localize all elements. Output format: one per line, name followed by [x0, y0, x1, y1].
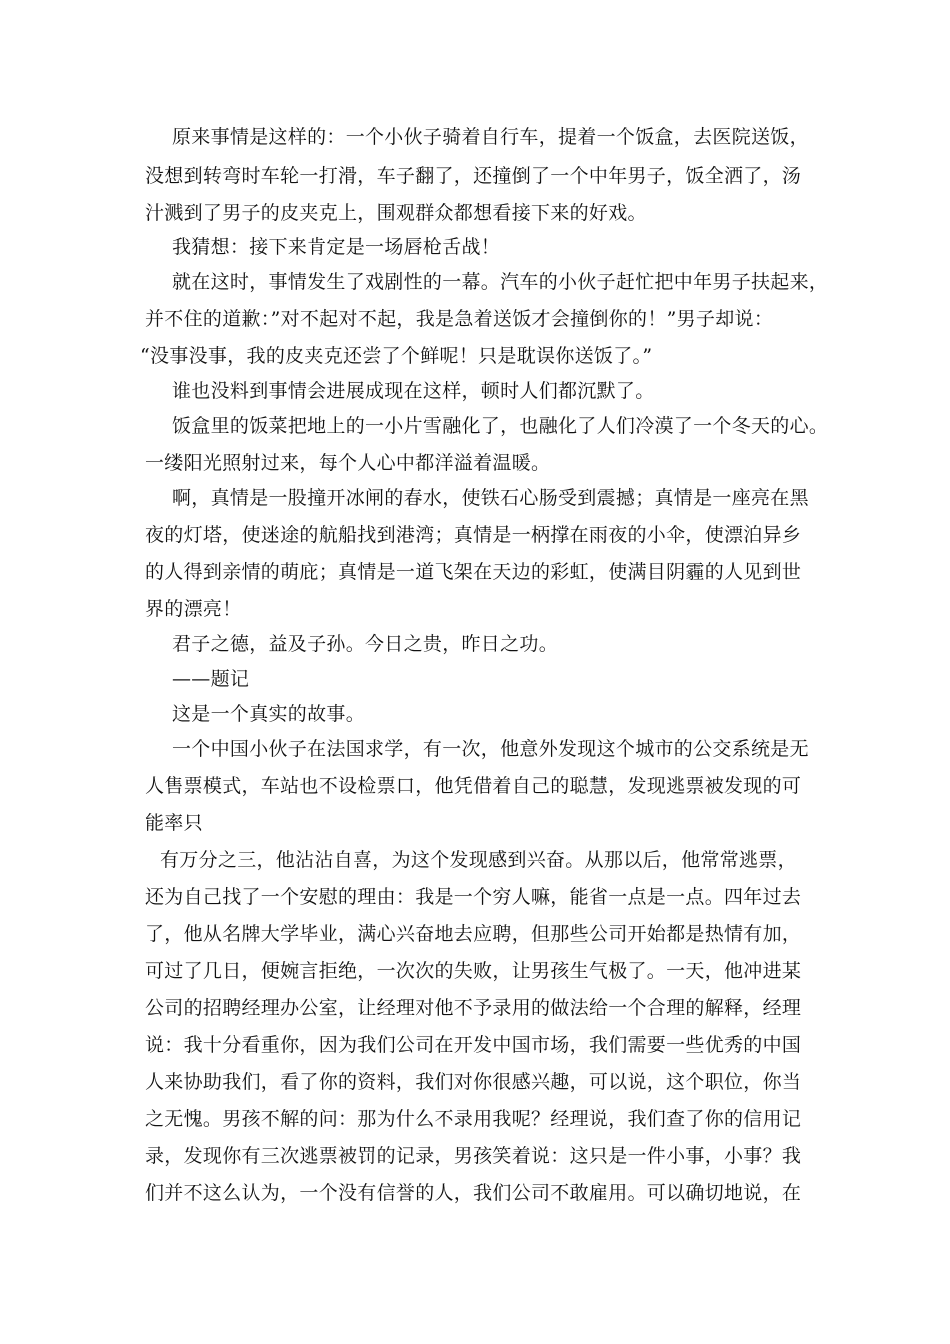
text-line: 夜的灯塔，使迷途的航船找到港湾；真情是一柄撑在雨夜的小伞，使漂泊异乡: [145, 524, 802, 546]
text-line: 可过了几日，便婉言拒绝，一次次的失败，让男孩生气极了。一天，他冲进某: [145, 960, 802, 982]
text-line: 君子之德，益及子孙。今日之贵，昨日之功。: [172, 633, 559, 655]
text-line: 这是一个真实的故事。: [172, 703, 366, 725]
text-line: 录，发现你有三次逃票被罚的记录，男孩笑着说：这只是一件小事，小事？我: [145, 1145, 802, 1167]
text-line: 能率只: [145, 812, 203, 834]
text-line: 啊，真情是一股撞开冰闸的春水，使铁石心肠受到震撼；真情是一座亮在黑: [172, 487, 809, 509]
text-line: 还为自己找了一个安慰的理由：我是一个穷人嘛，能省一点是一点。四年过去: [145, 886, 802, 908]
text-line: 一个中国小伙子在法国求学，有一次，他意外发现这个城市的公交系统是无: [172, 738, 809, 760]
text-line: 谁也没料到事情会进展成现在这样，顿时人们都沉默了。: [172, 380, 655, 402]
text-line: 人售票模式，车站也不设检票口，他凭借着自己的聪慧，发现逃票被发现的可: [145, 775, 802, 797]
text-line: 没想到转弯时车轮一打滑，车子翻了，还撞倒了一个中年男子，饭全洒了，汤: [145, 165, 802, 187]
text-line: 的人得到亲情的萌庇；真情是一道飞架在天边的彩虹，使满目阴霾的人见到世: [145, 561, 802, 583]
text-line: 我猜想：接下来肯定是一场唇枪舌战！: [172, 236, 501, 258]
text-line: 界的漂亮！: [145, 598, 242, 620]
text-line: 有万分之三，他沾沾自喜，为这个发现感到兴奋。从那以后，他常常逃票，: [160, 849, 797, 871]
text-line: 并不住的道歉：”对不起对不起，我是急着送饭才会撞倒你的！”男子却说：: [145, 308, 774, 330]
text-line: 说：我十分看重你，因为我们公司在开发中国市场，我们需要一些优秀的中国: [145, 1034, 802, 1056]
text-line: 之无愧。男孩不解的问：那为什么不录用我呢？经理说，我们查了你的信用记: [145, 1108, 802, 1130]
text-line: 就在这时，事情发生了戏剧性的一幕。汽车的小伙子赶忙把中年男子扶起来，: [172, 271, 829, 293]
text-line: 了，他从名牌大学毕业，满心兴奋地去应聘，但那些公司开始都是热情有加，: [145, 923, 802, 945]
text-line: “没事没事，我的皮夹克还尝了个鲜呢！只是耽误你送饭了。”: [140, 345, 653, 367]
text-line: ——题记: [172, 668, 250, 690]
text-line: 们并不这么认为，一个没有信誉的人，我们公司不敢雇用。可以确切地说，在: [145, 1182, 802, 1204]
text-line: 汁溅到了男子的皮夹克上，围观群众都想看接下来的好戏。: [145, 202, 647, 224]
text-line: 公司的招聘经理办公室，让经理对他不予录用的做法给一个合理的解释，经理: [145, 997, 802, 1019]
text-line: 原来事情是这样的：一个小伙子骑着自行车，提着一个饭盒，去医院送饭，: [172, 126, 809, 148]
text-line: 人来协助我们，看了你的资料，我们对你很感兴趣，可以说，这个职位，你当: [145, 1071, 802, 1093]
text-line: 饭盒里的饭菜把地上的一小片雪融化了，也融化了人们冷漠了一个冬天的心。: [172, 415, 829, 437]
text-line: 一缕阳光照射过来，每个人心中都洋溢着温暖。: [145, 452, 551, 474]
